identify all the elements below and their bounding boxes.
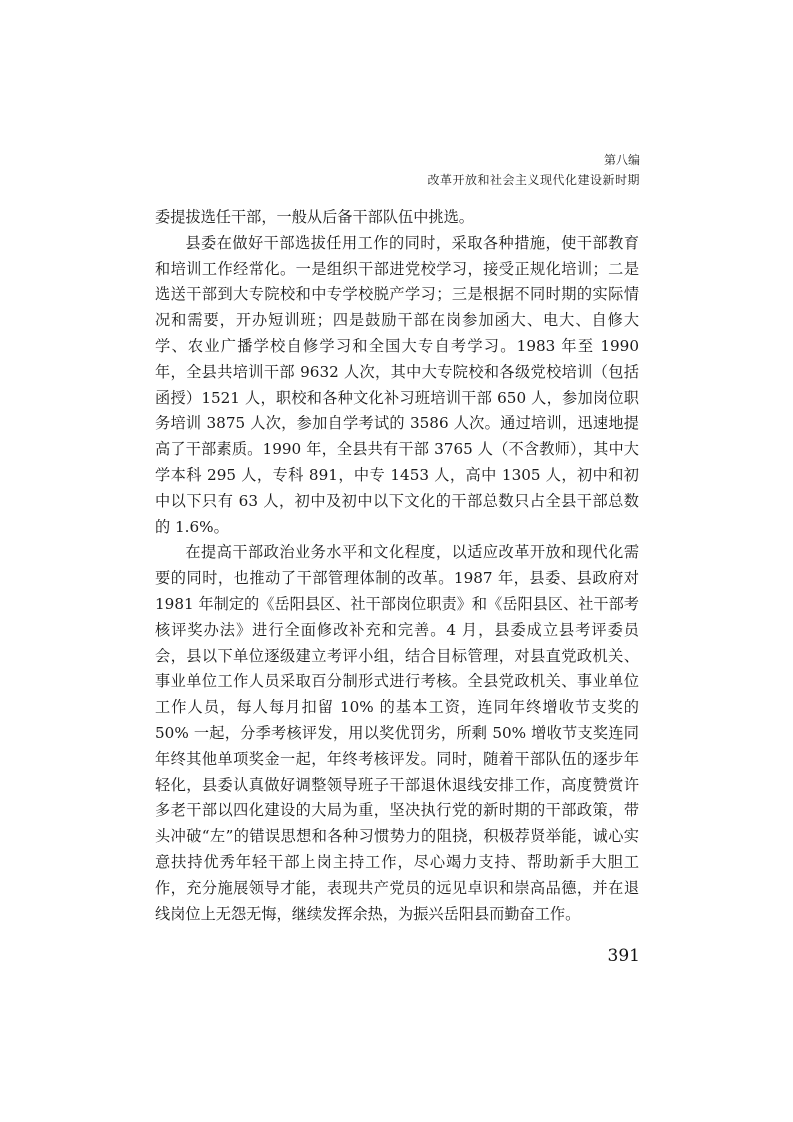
part-subtitle: 改革开放和社会主义现代化建设新时期	[427, 173, 640, 187]
part-label: 第八编	[603, 153, 640, 167]
paragraph-continuation: 委提拔选任干部，一般从后备干部队伍中挑选。	[155, 208, 474, 226]
page-number: 391	[607, 946, 640, 966]
paragraph-management-reform: 在提高干部政治业务水平和文化程度，以适应改革开放和现代化需要的同时，也推动了干部管理体制的改革。1987 年，县委、县政府对 1981 年制定的《岳阳县区、社干部岗位职责》和《岳阳县区、社干部考核评奖办法》进行全面修改补充和完善。4 月，县委成立县考评委员会，县以下单位逐级建立考评小组，结合目标管理，对县直党政机关、事业单位工作人员采取百分制形式进行考核。全县党政机关、事业单位工作人员，每人每月扣留 10% 的基本工资，连同年终增收节支奖的 50% 一起，分季考核评发，用以奖优罚劣，所剩 50% 增收节支奖连同年终其他单项奖金一起，年终考核评发。同时，随着干部队伍的逐步年轻化，县委认真做好调整领导班子干部退休退线安排工作，高度赞赏许多老干部以四化建设的大局为重，坚决执行党的新时期的干部政策，带头冲破“左”的错误思想和各种习惯势力的阻挠，积极荐贤举能，诚心实意扶持优秀年轻干部上岗主持工作，尽心竭力支持、帮助新手大胆工作，充分施展领导才能，表现共产党员的远见卓识和崇高品德，并在退线岗位上无怨无悔，继续发挥余热，为振兴岳阳县而勤奋工作。	[155, 543, 639, 923]
paragraph-cadre-training: 县委在做好干部选拔任用工作的同时，采取各种措施，使干部教育和培训工作经常化。一是组织干部进党校学习，接受正规化培训；二是选送干部到大专院校和中专学校脱产学习；三是根据不同时期的实际情况和需要，开办短训班；四是鼓励干部在岗参加函大、电大、自修大学、农业广播学校自修学习和全国大专自考学习。1983 年至 1990 年，全县共培训干部 9632 人次，其中大专院校和各级党校培训（包括函授）1521 人，职校和各种文化补习班培训干部 650 人，参加岗位职务培训 3875 人次，参加自学考试的 3586 人次。通过培训，迅速地提高了干部素质。1990 年，全县共有干部 3765 人（不含教师），其中大学本科 295 人，专科 891，中专 1453 人，高中 1305 人，初中和初中以下只有 63 人，初中及初中以下文化的干部总数只占全县干部总数的 1.6%。	[155, 233, 639, 536]
running-header	[427, 150, 640, 190]
body-text	[155, 205, 639, 927]
